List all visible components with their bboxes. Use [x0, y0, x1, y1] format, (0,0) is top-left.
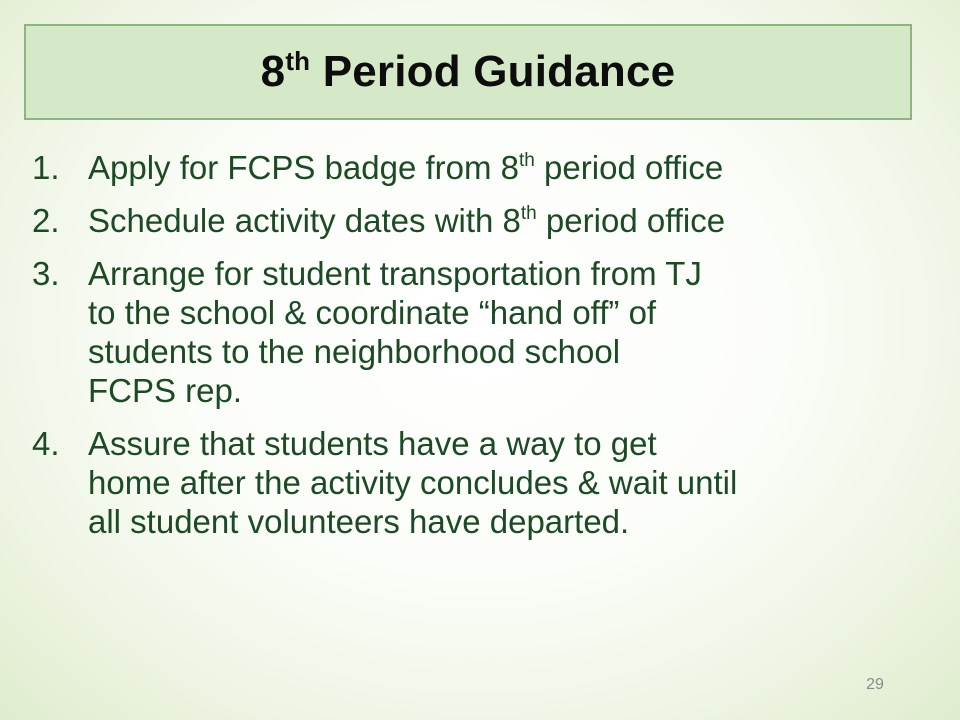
- list-item-text: [88, 424, 932, 541]
- list-item-text: [88, 254, 932, 410]
- list-item-text: Schedule activity dates with 8th period office: [88, 202, 726, 239]
- list-item-number: 4.: [32, 425, 60, 462]
- text-line: home after the activity concludes & wait until: [88, 464, 738, 501]
- list-item: [32, 254, 932, 410]
- list-item: [32, 201, 932, 240]
- slide-title: [261, 47, 676, 97]
- list-item-number: 1.: [32, 149, 60, 186]
- text-line: all student volunteers have departed.: [88, 503, 630, 540]
- text-line: students to the neighborhood school: [88, 333, 621, 370]
- title-ordinal-suffix: th: [285, 46, 311, 76]
- list-item: [32, 148, 932, 187]
- ordinal-suffix: th: [519, 150, 535, 171]
- title-ordinal-number: 8: [260, 47, 286, 96]
- page-number: 29: [866, 676, 884, 693]
- text-line: to the school & coordinate “hand off” of: [88, 294, 657, 331]
- title-box: [24, 24, 912, 120]
- title-text: Period Guidance: [310, 47, 676, 96]
- guidance-list: [32, 148, 932, 555]
- ordinal-suffix: th: [520, 203, 537, 224]
- text-line: Assure that students have a way to get: [88, 425, 657, 462]
- text-line: Arrange for student transportation from TJ: [88, 255, 702, 292]
- list-item-number: 3.: [32, 255, 60, 292]
- list-item: [32, 424, 932, 541]
- list-item-text: Apply for FCPS badge from 8th period office: [88, 149, 724, 186]
- list-item-number: 2.: [32, 202, 60, 239]
- text-line: FCPS rep.: [88, 372, 243, 409]
